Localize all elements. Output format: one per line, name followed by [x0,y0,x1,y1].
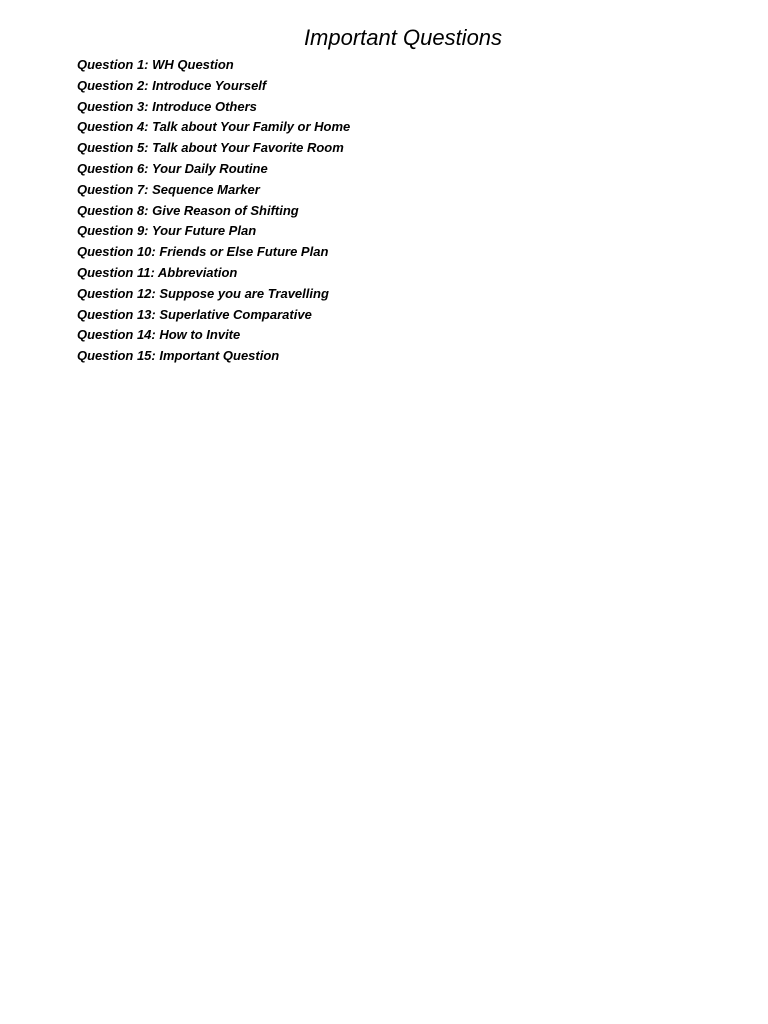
question-item-13: Question 13: Superlative Comparative [77,306,312,322]
question-item-11: Question 11: Abbreviation [77,264,238,280]
question-item-4: Question 4: Talk about Your Family or Home [77,119,351,135]
page-title: Important Questions [303,25,503,50]
question-item-12: Question 12: Suppose you are Travelling [77,285,329,301]
question-item-3: Question 3: Introduce Others [77,98,257,114]
question-item-7: Question 7: Sequence Marker [77,181,260,197]
question-item-2: Question 2: Introduce Yourself [77,77,267,93]
question-list [77,55,350,367]
question-item-5: Question 5: Talk about Your Favorite Room [77,140,344,156]
question-item-1: Question 1: WH Question [77,57,234,72]
question-item-8: Question 8: Give Reason of Shifting [77,202,299,218]
question-item-15: Question 15: Important Question [77,348,280,364]
question-item-10: Question 10: Friends or Else Future Plan [77,244,329,260]
question-item-9: Question 9: Your Future Plan [77,223,257,239]
question-item-14: Question 14: How to Invite [77,327,241,343]
question-item-6: Question 6: Your Daily Routine [77,160,268,176]
